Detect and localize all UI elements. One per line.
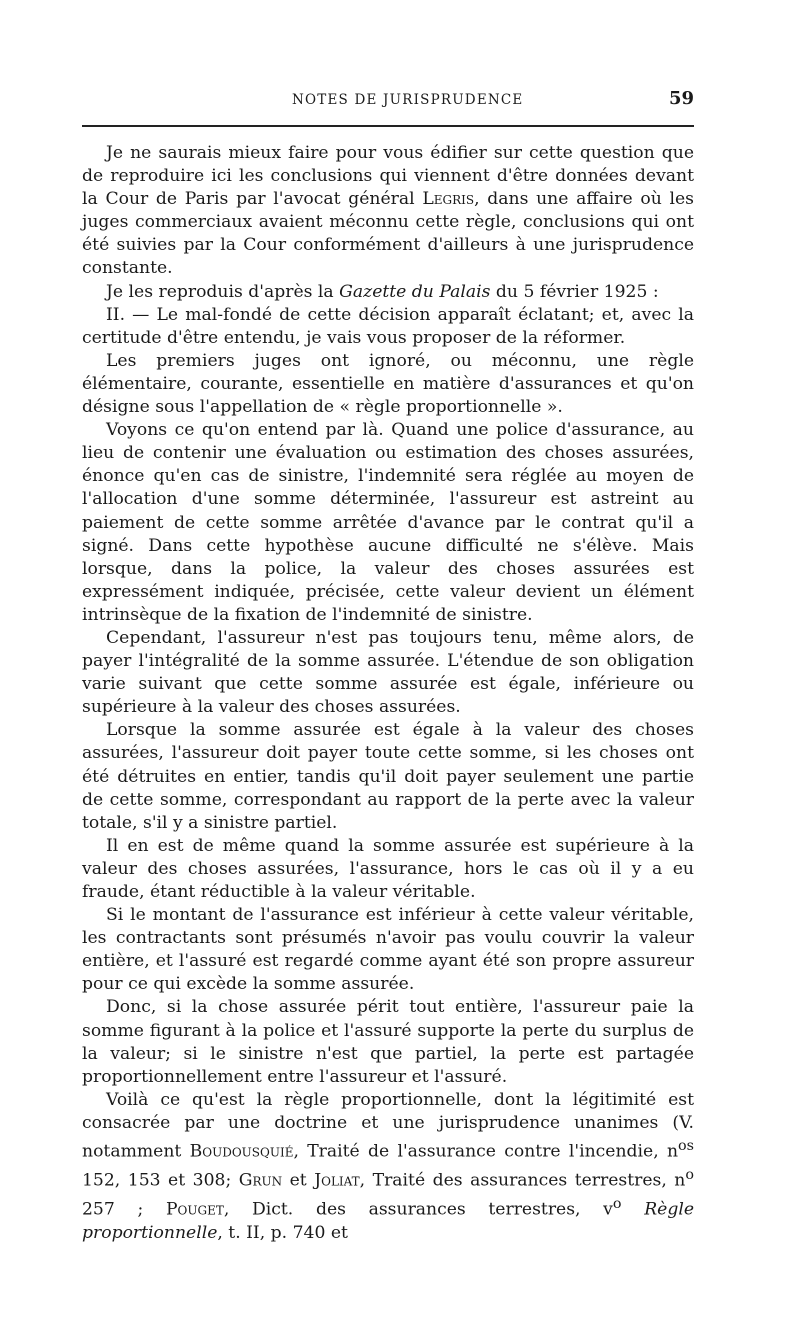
p2-end: du 5 février 1925 : (495, 281, 659, 302)
paragraph-10: Donc, si la chose assurée périt tout entière, l'assureur paie la somme figurant à la police et l'assuré supporte la perte du surplus de la valeur; si le sinistre n'est que partiel, la perte est partagée proportionnellement entre l'assureur et l'assuré. (82, 997, 694, 1087)
p1-text: Je ne saurais mieux faire pour vous édifier sur cette question que de reproduire ici les conclusions qui viennent d'être données devant la Cour de Paris par l'avocat général (82, 143, 694, 210)
paragraph-7: Lorsque la somme assurée est égale à la valeur des choses assurées, l'assureur doit payer toute cette somme, si les choses ont été détruites en entier, tandis qu'il doit payer seulement une partie de cette somme, correspondant au rapport de la perte avec la valeur totale, s'il y a sinistre partiel. (82, 720, 694, 833)
p11-sup-3: o (612, 1195, 622, 1212)
p11-italic: Règle proportionnelle (82, 1199, 694, 1243)
page-number: 59 (668, 88, 694, 109)
paragraph-9: Si le montant de l'assurance est inférieur à cette valeur véritable, les contractants sont présumés n'avoir pas voulu couvrir la valeur entière, et l'assuré est regardé comme ayant été son propre assureur pour ce qui excède la somme assurée. (82, 905, 694, 995)
p11-c: 152, 153 et 308; (82, 1170, 232, 1191)
p11-h: , t. II, p. 740 et (217, 1222, 348, 1243)
running-title: NOTES DE JURISPRUDENCE (292, 92, 524, 108)
paragraph-4: Les premiers juges ont ignoré, ou méconnu, une règle élémentaire, courante, essentielle en matière d'assurances et qu'on désigne sous l'appellation de « règle proportionnelle ». (82, 350, 694, 418)
p11-b: , Traité de l'assurance contre l'incendie, n (293, 1141, 679, 1162)
paragraph-1 (82, 142, 694, 281)
p2-italic: Gazette du Palais (339, 281, 491, 302)
p11-name-3: Joliat (314, 1170, 360, 1191)
paragraph-11 (82, 1089, 694, 1245)
p11-e: , Traité des assurances terrestres, n (359, 1170, 686, 1191)
p11-sup-2: o (685, 1166, 694, 1183)
header-rule (82, 125, 694, 127)
p11-g: , Dict. des assurances terrestres, v (223, 1199, 613, 1220)
page-header (82, 88, 694, 118)
paragraph-3: II. — Le mal-fondé de cette décision apparaît éclatant; et, avec la certitude d'être entendu, je vais vous proposer de la réformer. (82, 304, 694, 348)
p11-name-4: Pouget (165, 1199, 224, 1220)
paragraph-2 (82, 281, 694, 304)
p2-start: Je les reproduis d'après la (106, 281, 334, 302)
p11-d: et (289, 1170, 307, 1191)
p11-name-1: Boudousquié (189, 1141, 294, 1162)
body-text (82, 142, 694, 1245)
p1-end: , dans une affaire où les juges commerciaux avaient méconnu cette règle, conclusions qui ont été suivies par la Cour conformément d'ailleurs à une jurisprudence constante. (82, 189, 694, 279)
paragraph-5: Voyons ce qu'on entend par là. Quand une police d'assurance, au lieu de contenir une évaluation ou estimation des choses assurées, énonce qu'en cas de sinistre, l'indemnité sera réglée au moyen de l'allocation d'une somme déterminée, l'assureur est astreint au paiement de cette somme arrêtée d'avance par le contrat qu'il a signé. Dans cette hypothèse aucune difficulté ne s'élève. Mais lorsque, dans la police, la valeur des choses assurées est expressément indiquée, précisée, cette valeur devient un élément intrinsèque de la fixation de l'indemnité de sinistre. (82, 420, 694, 625)
p11-f: 257 ; (82, 1199, 144, 1220)
paragraph-6: Cependant, l'assureur n'est pas toujours tenu, même alors, de payer l'intégralité de la somme assurée. L'étendue de son obligation varie suivant que cette somme assurée est égale, inférieure ou supérieure à la valeur des choses assurées. (82, 627, 694, 718)
p11-name-2: Grun (238, 1170, 283, 1191)
p11-a: Voilà ce qu'est la règle proportionnelle, dont la légitimité est consacrée par une doctrine et une jurisprudence unanimes (V. notamment (82, 1089, 694, 1162)
p1-name: Legris (422, 189, 475, 210)
p11-sup-1: os (678, 1138, 694, 1155)
paragraph-8: Il en est de même quand la somme assurée est supérieure à la valeur des choses assurées, l'assurance, hors le cas où il y a eu fraude, étant réductible à la valeur véritable. (82, 835, 694, 902)
